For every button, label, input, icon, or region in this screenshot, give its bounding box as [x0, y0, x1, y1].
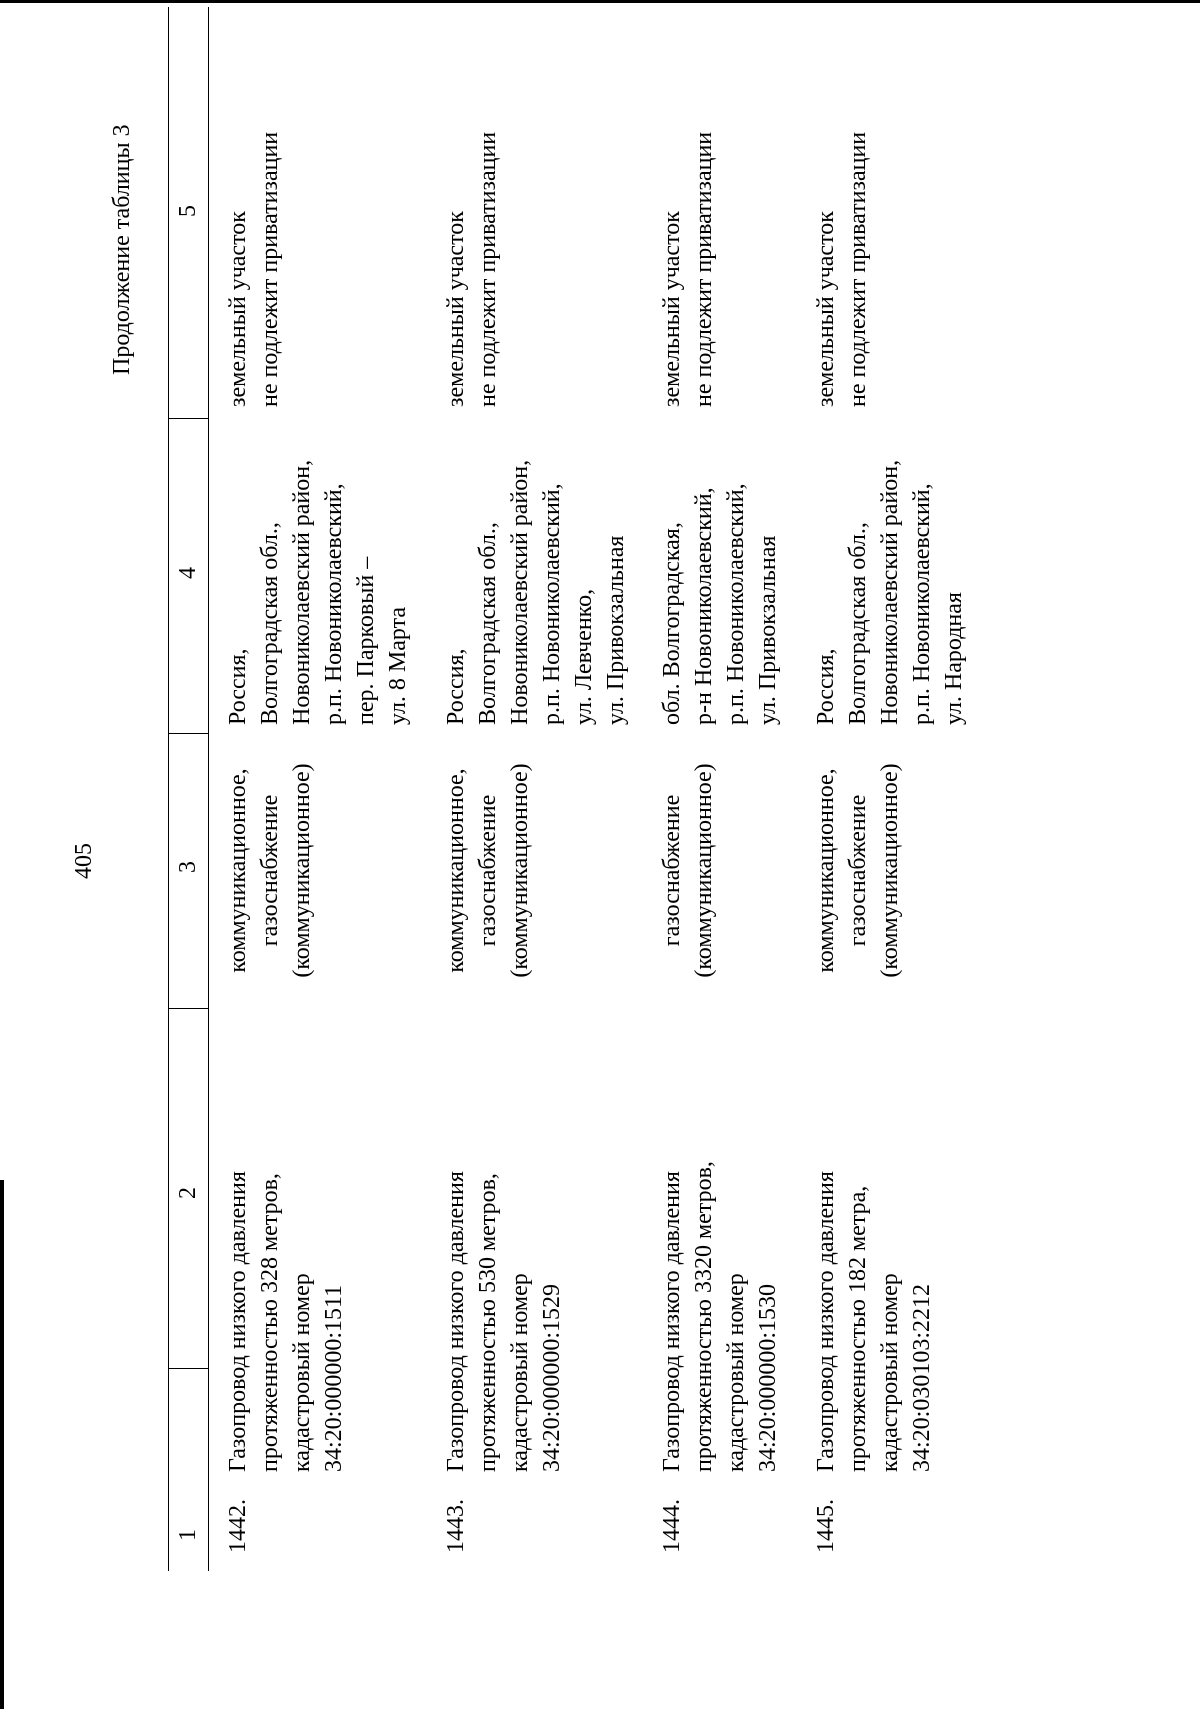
cell-line: 1445.: [813, 1499, 839, 1553]
cell-line: газоснабжение: [845, 794, 871, 947]
cell-line: р.п. Новониколаевский,: [723, 483, 749, 725]
cell-line: земельный участок: [813, 211, 839, 407]
cell-line: 34:20:000000:1511: [321, 1284, 347, 1472]
column-separator: [168, 1008, 208, 1009]
cell-line: не подлежит приватизации: [691, 131, 717, 407]
cell-line: (коммуникационное): [877, 763, 903, 978]
cell-line: ул. Привокзальная: [603, 535, 629, 725]
cell-line: земельный участок: [659, 211, 685, 407]
cell-num: [222, 1483, 254, 1553]
table-top-border: [168, 7, 169, 1571]
cell-line: протяженностью 328 метров,: [257, 1173, 283, 1472]
cell-line: коммуникационное,: [813, 768, 839, 973]
cell-line: Россия,: [225, 648, 251, 725]
cell-line: Газопровод низкого давления: [443, 1171, 469, 1472]
cell-line: ул. Народная: [941, 592, 967, 725]
column-header-3: 3: [175, 861, 201, 873]
cell-line: 34:20:000000:1530: [755, 1283, 781, 1472]
cell-num: [656, 1483, 688, 1553]
cell-line: ул. Левченко,: [571, 588, 597, 725]
cell-line: не подлежит приватизации: [475, 131, 501, 407]
cell-purpose: [656, 738, 720, 1003]
table-continuation-label: Продолжение таблицы 3: [109, 124, 135, 375]
cell-line: Новониколаевский район,: [507, 459, 533, 725]
cell-name: [222, 1112, 350, 1472]
cell-line: протяженностью 3320 метров,: [691, 1161, 717, 1472]
cell-line: 1442.: [225, 1499, 251, 1553]
cell-line: (коммуникационное): [289, 763, 315, 978]
column-header-5: 5: [175, 205, 201, 217]
cell-line: Волгоградская обл.,: [257, 522, 283, 725]
column-header-1: 1: [175, 1529, 201, 1541]
cell-line: р.п. Новониколаевский,: [321, 483, 347, 725]
cell-line: кадастровый номер: [507, 1273, 533, 1472]
column-separator: [168, 733, 208, 734]
page-number: 405: [71, 843, 97, 879]
cell-line: 1444.: [659, 1499, 685, 1553]
cell-line: газоснабжение: [475, 794, 501, 947]
cell-line: коммуникационное,: [225, 768, 251, 973]
cell-line: Россия,: [813, 648, 839, 725]
cell-note: [810, 27, 874, 407]
cell-line: коммуникационное,: [443, 768, 469, 973]
cell-line: 1443.: [443, 1499, 469, 1553]
column-header-4: 4: [175, 567, 201, 579]
cell-line: кадастровый номер: [723, 1273, 749, 1472]
cell-num: [810, 1483, 842, 1553]
cell-line: Газопровод низкого давления: [813, 1171, 839, 1472]
cell-line: ул. 8 Марта: [385, 606, 411, 725]
cell-line: Газопровод низкого давления: [659, 1171, 685, 1472]
cell-line: Волгоградская обл.,: [475, 522, 501, 725]
cell-line: (коммуникационное): [691, 763, 717, 978]
cell-line: обл. Волгоградская,: [659, 522, 685, 725]
cell-name: [656, 1112, 784, 1472]
column-separator: [168, 1368, 208, 1369]
cell-line: кадастровый номер: [289, 1273, 315, 1472]
cell-address: [222, 395, 414, 725]
cell-line: Новониколаевский район,: [289, 459, 315, 725]
cell-line: кадастровый номер: [877, 1273, 903, 1472]
cell-purpose: [810, 738, 906, 1003]
cell-num: [440, 1483, 472, 1553]
cell-line: не подлежит приватизации: [845, 131, 871, 407]
cell-line: Волгоградская обл.,: [845, 522, 871, 725]
cell-address: [656, 395, 784, 725]
cell-line: протяженностью 182 метра,: [845, 1185, 871, 1472]
cell-line: Газопровод низкого давления: [225, 1171, 251, 1472]
cell-address: [810, 395, 970, 725]
cell-line: земельный участок: [443, 211, 469, 407]
cell-note: [440, 27, 504, 407]
column-separator: [168, 418, 208, 419]
cell-line: не подлежит приватизации: [257, 131, 283, 407]
cell-line: Новониколаевский район,: [877, 459, 903, 725]
cell-name: [440, 1112, 568, 1472]
cell-line: пер. Парковый –: [353, 556, 379, 725]
table-header-bottom-border: [208, 7, 209, 1571]
cell-note: [656, 27, 720, 407]
cell-line: р-н Новониколаевский,: [691, 487, 717, 725]
cell-note: [222, 27, 286, 407]
cell-line: газоснабжение: [659, 794, 685, 947]
cell-address: [440, 395, 632, 725]
cell-line: Россия,: [443, 648, 469, 725]
cell-purpose: [440, 738, 536, 1003]
cell-line: газоснабжение: [257, 794, 283, 947]
cell-line: ул. Привокзальная: [755, 535, 781, 725]
cell-line: земельный участок: [225, 211, 251, 407]
cell-name: [810, 1112, 938, 1472]
cell-purpose: [222, 738, 318, 1003]
cell-line: р.п. Новониколаевский,: [909, 483, 935, 725]
cell-line: (коммуникационное): [507, 763, 533, 978]
cell-line: 34:20:000000:1529: [539, 1283, 565, 1472]
column-header-2: 2: [175, 1187, 201, 1199]
cell-line: протяженностью 530 метров,: [475, 1173, 501, 1472]
cell-line: р.п. Новониколаевский,: [539, 483, 565, 725]
cell-line: 34:20:030103:2212: [909, 1283, 935, 1472]
